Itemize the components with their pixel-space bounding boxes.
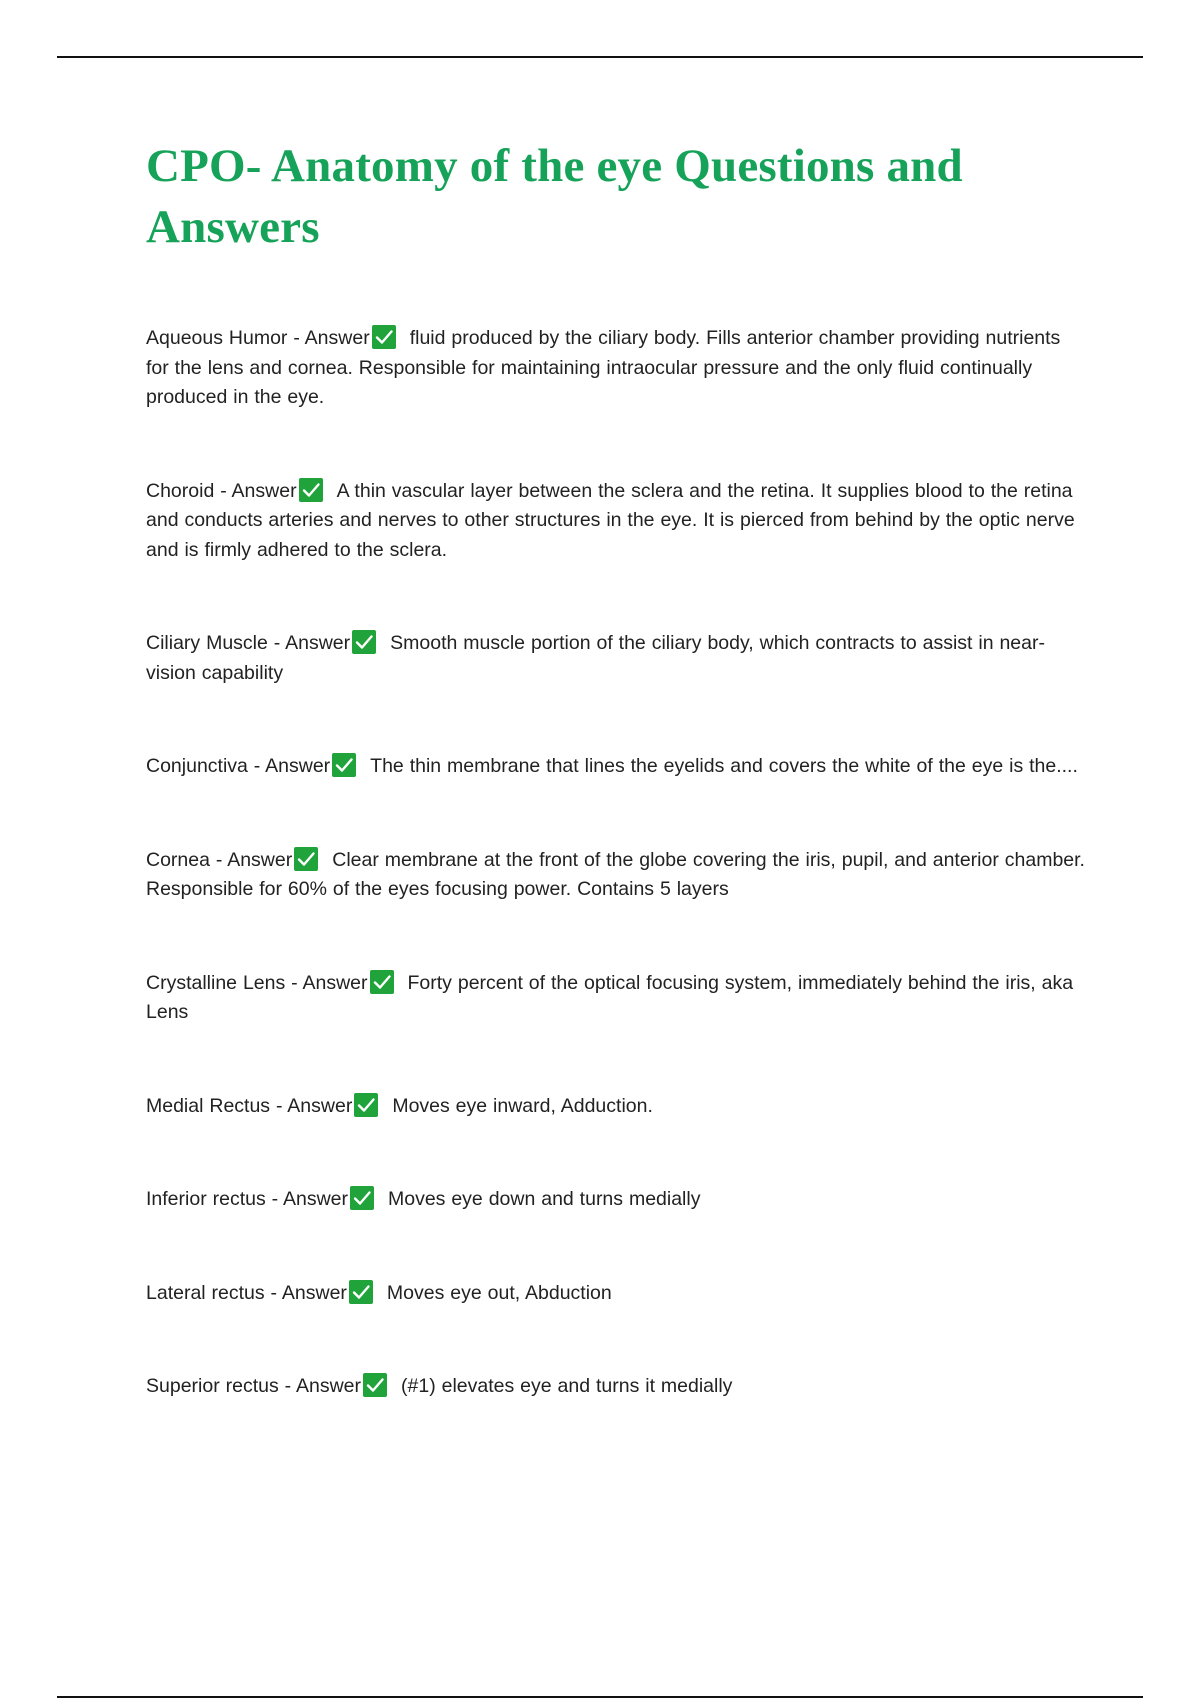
qa-term: Cornea - Answer — [146, 848, 293, 871]
qa-item — [146, 1279, 1086, 1309]
qa-item — [146, 1185, 1086, 1215]
check-mark-icon — [363, 1373, 387, 1397]
check-mark-icon — [352, 630, 376, 654]
check-mark-icon — [372, 325, 396, 349]
qa-item — [146, 969, 1086, 1028]
qa-term: Superior rectus - Answer — [146, 1375, 362, 1397]
document-body — [146, 136, 1086, 1466]
qa-answer: Smooth muscle portion of the ciliary body, which contracts to assist in near-vision capability — [146, 632, 1045, 684]
qa-answer: (#1) elevates eye and turns it medially — [401, 1375, 733, 1397]
check-mark-icon — [370, 970, 394, 994]
qa-term: Aqueous Humor - Answer — [146, 327, 370, 349]
check-mark-icon — [349, 1280, 373, 1304]
qa-answer: A thin vascular layer between the sclera and the retina. It supplies blood to the retina and conducts arteries and nerves to other structures in the eye. It is pierced from behind by the optic nerve and is firmly adhered to the sclera. — [146, 479, 1075, 561]
qa-answer: Moves eye out, Abduction — [386, 1281, 612, 1304]
check-mark-icon — [350, 1186, 374, 1210]
qa-answer: Clear membrane at the front of the globe covering the iris, pupil, and anterior chamber. Responsible for 60% of the eyes focusing power. Contains 5 layers — [146, 848, 1085, 900]
bottom-rule — [57, 1696, 1143, 1698]
check-mark-icon — [294, 847, 318, 871]
qa-term: Conjunctiva - Answer — [146, 755, 331, 777]
qa-item — [146, 324, 1086, 413]
qa-answer: Forty percent of the optical focusing system, immediately behind the iris, aka Lens — [146, 971, 1074, 1023]
qa-item — [146, 629, 1086, 688]
qa-item — [146, 477, 1086, 566]
qa-term: Choroid - Answer — [146, 479, 297, 502]
qa-list — [146, 324, 1086, 1402]
document-title: CPO- Anatomy of the eye Questions and Answers — [146, 140, 963, 253]
qa-term: Ciliary Muscle - Answer — [146, 632, 351, 654]
qa-answer: fluid produced by the ciliary body. Fills anterior chamber providing nutrients for the lens and cornea. Responsible for maintaining intraocular pressure and the only fluid continually produced in the eye. — [146, 327, 1061, 408]
qa-term: Lateral rectus - Answer — [146, 1281, 347, 1304]
qa-answer: Moves eye inward, Adduction. — [392, 1094, 653, 1117]
qa-term: Inferior rectus - Answer — [146, 1188, 348, 1210]
qa-answer: Moves eye down and turns medially — [387, 1188, 701, 1210]
qa-item — [146, 846, 1086, 905]
qa-term: Crystalline Lens - Answer — [146, 971, 368, 994]
qa-item — [146, 1372, 1086, 1402]
check-mark-icon — [332, 753, 356, 777]
top-rule — [57, 56, 1143, 58]
qa-item — [146, 1092, 1086, 1122]
check-mark-icon — [299, 478, 323, 502]
qa-term: Medial Rectus - Answer — [146, 1094, 353, 1117]
check-mark-icon — [354, 1093, 378, 1117]
qa-answer: The thin membrane that lines the eyelids and covers the white of the eye is the.... — [370, 755, 1078, 777]
qa-item — [146, 752, 1086, 782]
